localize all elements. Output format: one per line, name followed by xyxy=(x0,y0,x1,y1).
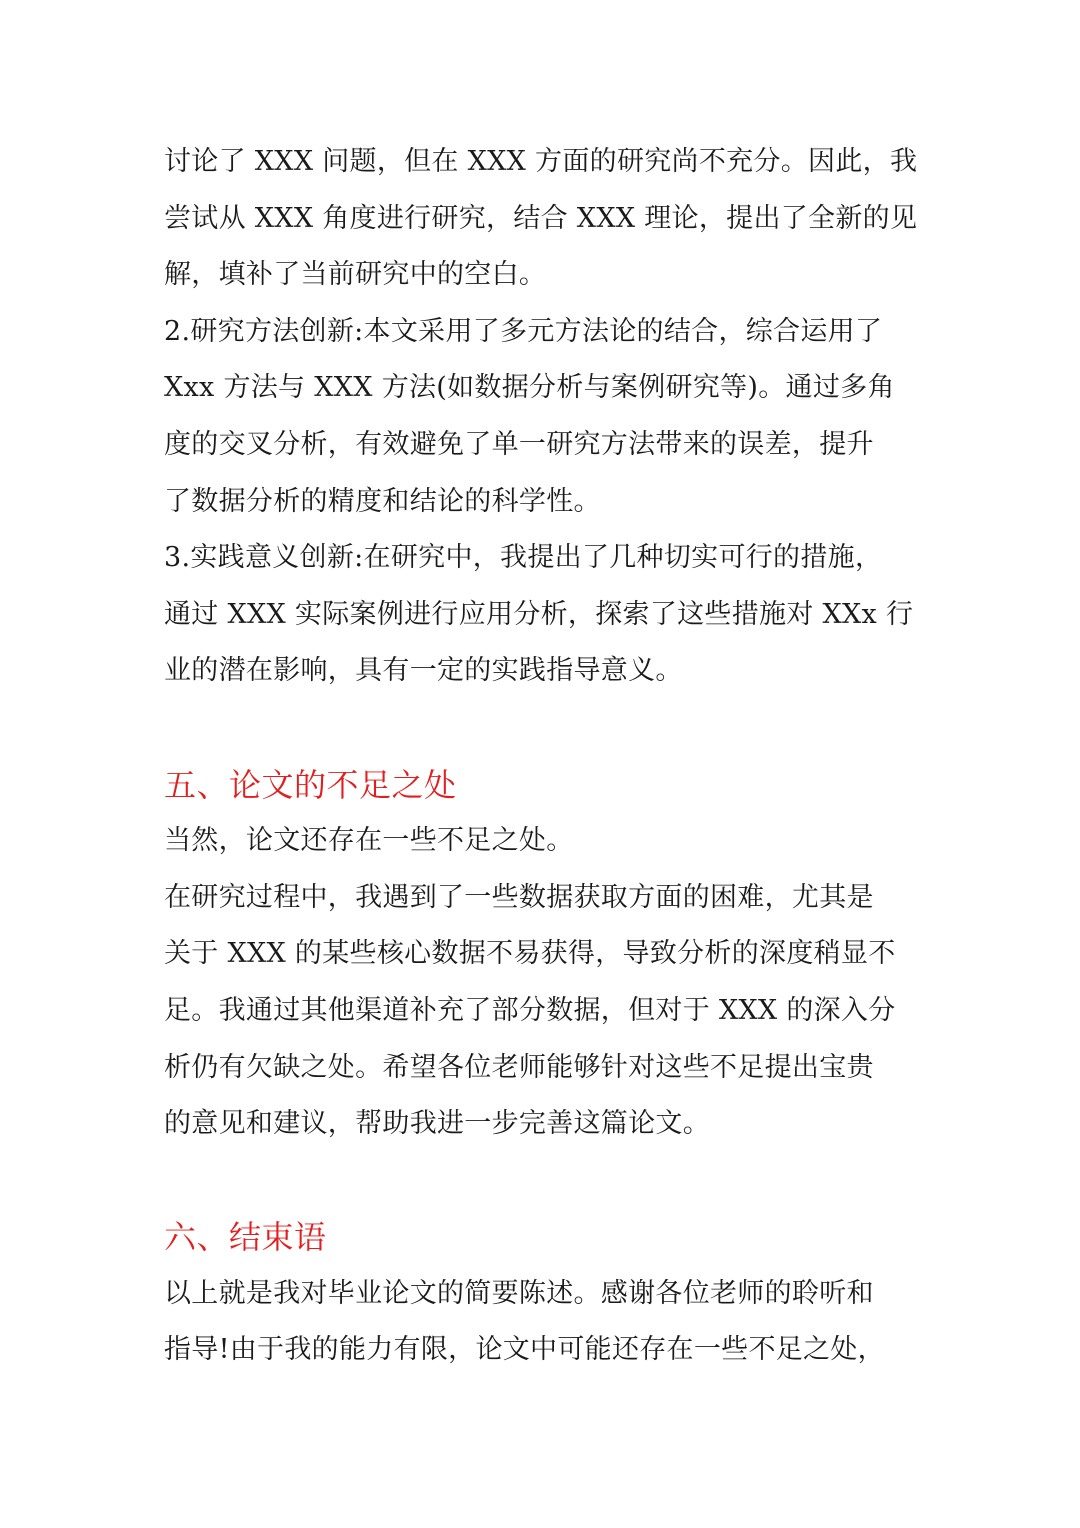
paragraph-line: 解，填补了当前研究中的空白。 xyxy=(164,259,547,291)
paragraph-line: 关于 XXX 的某些核心数据不易获得，导致分析的深度稍显不 xyxy=(164,938,896,970)
section-heading: 五、论文的不足之处 xyxy=(164,765,457,804)
paragraph-line: 尝试从 XXX 角度进行研究，结合 XXX 理论，提出了全新的见 xyxy=(164,202,918,234)
document-body xyxy=(164,134,922,1379)
paragraph-line: 了数据分析的精度和结论的科学性。 xyxy=(164,485,601,517)
paragraph-line: 通过 XXX 实际案例进行应用分析，探索了这些措施对 XXx 行 xyxy=(164,598,914,630)
paragraph-line: 2.研究方法创新:本文采用了多元方法论的结合，综合运用了 xyxy=(164,315,883,347)
paragraph-line: 在研究过程中，我遇到了一些数据获取方面的困难，尤其是 xyxy=(164,881,874,913)
section-6 xyxy=(164,1209,922,1379)
paragraph-line: 当然，论文还存在一些不足之处。 xyxy=(164,825,574,857)
paragraph-line: 以上就是我对毕业论文的简要陈述。感谢各位老师的聆听和 xyxy=(164,1277,874,1309)
section-spacer xyxy=(164,700,922,757)
paragraph-line: 业的潜在影响，具有一定的实践指导意义。 xyxy=(164,655,683,687)
paragraph-line: 足。我通过其他渠道补充了部分数据，但对于 XXX 的深入分 xyxy=(164,994,896,1026)
paragraph-line: 3.实践意义创新:在研究中，我提出了几种切实可行的措施， xyxy=(164,542,883,574)
paragraph-line: 析仍有欠缺之处。希望各位老师能够针对这些不足提出宝贵 xyxy=(164,1051,874,1083)
paragraph-line: 的意见和建议，帮助我进一步完善这篇论文。 xyxy=(164,1108,710,1140)
section-heading: 六、结束语 xyxy=(164,1218,327,1257)
section-4-continuation xyxy=(164,134,922,700)
paragraph-line: 度的交叉分析，有效避免了单一研究方法带来的误差，提升 xyxy=(164,428,874,460)
section-spacer xyxy=(164,1153,922,1210)
section-5 xyxy=(164,757,922,1153)
paragraph-line: Xxx 方法与 XXX 方法(如数据分析与案例研究等)。通过多角 xyxy=(164,372,895,404)
paragraph-line: 讨论了 XXX 问题，但在 XXX 方面的研究尚不充分。因此，我 xyxy=(164,146,918,177)
paragraph-line: 指导!由于我的能力有限，论文中可能还存在一些不足之处， xyxy=(164,1334,885,1366)
